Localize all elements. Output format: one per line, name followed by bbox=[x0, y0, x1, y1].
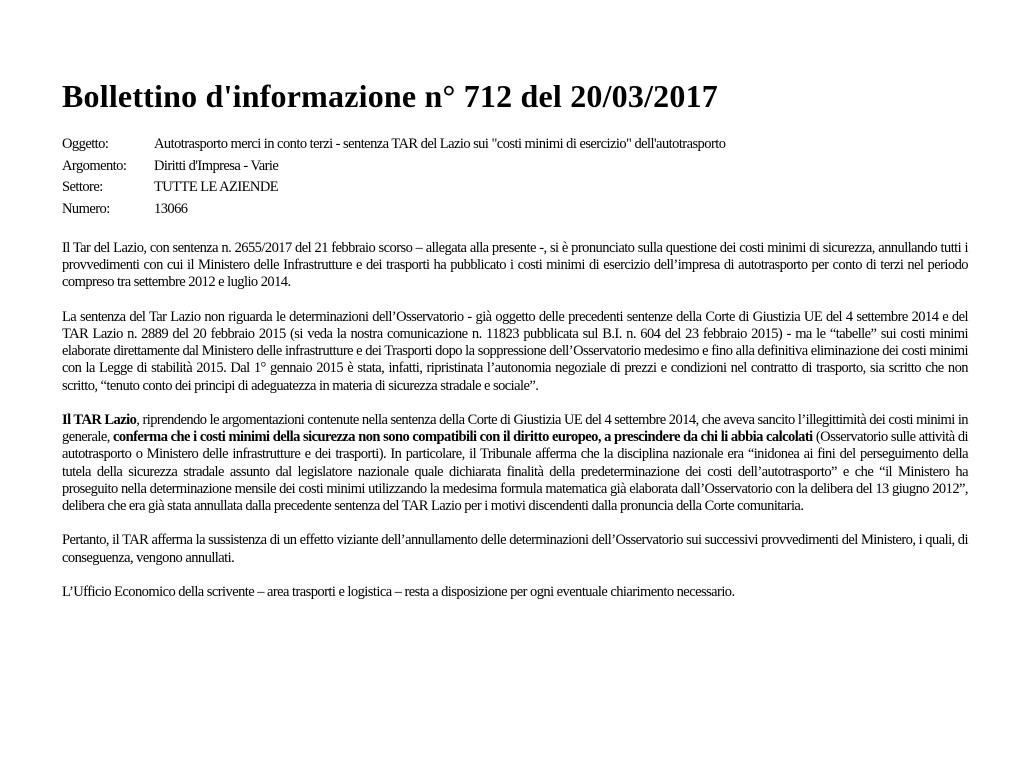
paragraph-3-text-b: (Osservatorio sulle attività di autotrasporto o Ministero delle infrastrutture e dei trasporti). In particolare, il Tribunale afferma che la disciplina nazionale era “inidonea ai fini del perseguimento della tutela della sicurezza stradale assunto dal legislatore nazionale quale dichiarata finalità della predeterminazione dei costi dell’autotrasporto” e che “il Ministero ha proseguito nella determinazione mensile dei costi minimi utilizzando la medesima formula matematica già elaborata dall’Osservatorio con la delibera del 13 giugno 2012”, delibera che era già stata annullata dalla precedente sentenza del TAR Lazio per i motivi discendenti dalla pronuncia della Corte comunitaria. bbox=[62, 429, 968, 515]
bold-lead-tar-lazio: Il TAR Lazio bbox=[62, 412, 137, 428]
meta-row-numero bbox=[62, 199, 968, 221]
metadata-table bbox=[62, 134, 968, 220]
meta-value-settore: TUTTE LE AZIENDE bbox=[154, 179, 279, 195]
body-paragraph-3 bbox=[62, 412, 968, 515]
bold-claim: conferma che i costi minimi della sicurezza non sono compatibili con il diritto europeo, a prescindere da chi li abbia calcolati bbox=[113, 429, 813, 446]
meta-row-argomento bbox=[62, 156, 968, 178]
meta-label-argomento: Argomento: bbox=[62, 157, 127, 174]
body-paragraph-5: L’Ufficio Economico della scrivente – area trasporti e logistica – resta a disposizione per ogni eventuale chiarimento necessario. bbox=[62, 584, 735, 600]
meta-label-numero: Numero: bbox=[62, 200, 110, 217]
document-body bbox=[62, 240, 968, 601]
meta-label-settore: Settore: bbox=[62, 179, 103, 195]
page-title: Bollettino d'informazione n° 712 del 20/03/2017 bbox=[62, 78, 718, 114]
meta-label-oggetto: Oggetto: bbox=[62, 136, 109, 152]
body-paragraph-1: Il Tar del Lazio, con sentenza n. 2655/2017 del 21 febbraio scorso – allegata alla presente -, si è pronunciato sulla questione dei costi minimi di sicurezza, annullando tutti i provvedimenti con cui il Ministero delle Infrastrutture e dei trasporti ha pubblicato i costi minimi di esercizio dell’impresa di autotrasporto per conto di terzi nel periodo compreso tra settembre 2012 e luglio 2014. bbox=[62, 240, 968, 291]
meta-value-argomento: Diritti d'Impresa - Varie bbox=[154, 157, 279, 174]
meta-value-oggetto: Autotrasporto merci in conto terzi - sentenza TAR del Lazio sui "costi minimi di esercizio" dell'autotrasporto bbox=[154, 136, 726, 152]
meta-value-numero: 13066 bbox=[154, 200, 188, 217]
meta-row-settore bbox=[62, 177, 968, 199]
body-paragraph-2: La sentenza del Tar Lazio non riguarda le determinazioni dell’Osservatorio - già oggetto delle precedenti sentenze della Corte di Giustizia UE del 4 settembre 2014 e del TAR Lazio n. 2889 del 20 febbraio 2015 (si veda la nostra comunicazione n. 11823 pubblicata sul B.I. n. 604 del 23 febbraio 2015) - ma le “tabelle” sui costi minimi elaborate direttamente dal Ministero delle infrastrutture e dei Trasporti dopo la soppressione dell’Osservatorio medesimo e fino alla definitiva eliminazione dei costi minimi con la Legge di stabilità 2015. Dal 1° gennaio 2015 è stata, infatti, ripristinata l’autonomia negoziale di prezzi e condizioni nel contratto di trasporto, sia scritto che non scritto, “tenuto conto dei principi di adeguatezza in materia di sicurezza stradale e sociale”. bbox=[62, 308, 968, 394]
paragraph-3-text-a: , riprendendo le argomentazioni contenute nella sentenza della Corte di Giustizia UE del 4 settembre 2014, che aveva sancito l’illegittimità dei costi minimi in generale, bbox=[62, 412, 968, 446]
meta-row-oggetto bbox=[62, 134, 968, 156]
body-paragraph-4: Pertanto, il TAR afferma la sussistenza di un effetto viziante dell’annullamento delle determinazioni dell’Osservatorio sui successivi provvedimenti del Ministero, i quali, di conseguenza, vengono annullati. bbox=[62, 532, 968, 566]
